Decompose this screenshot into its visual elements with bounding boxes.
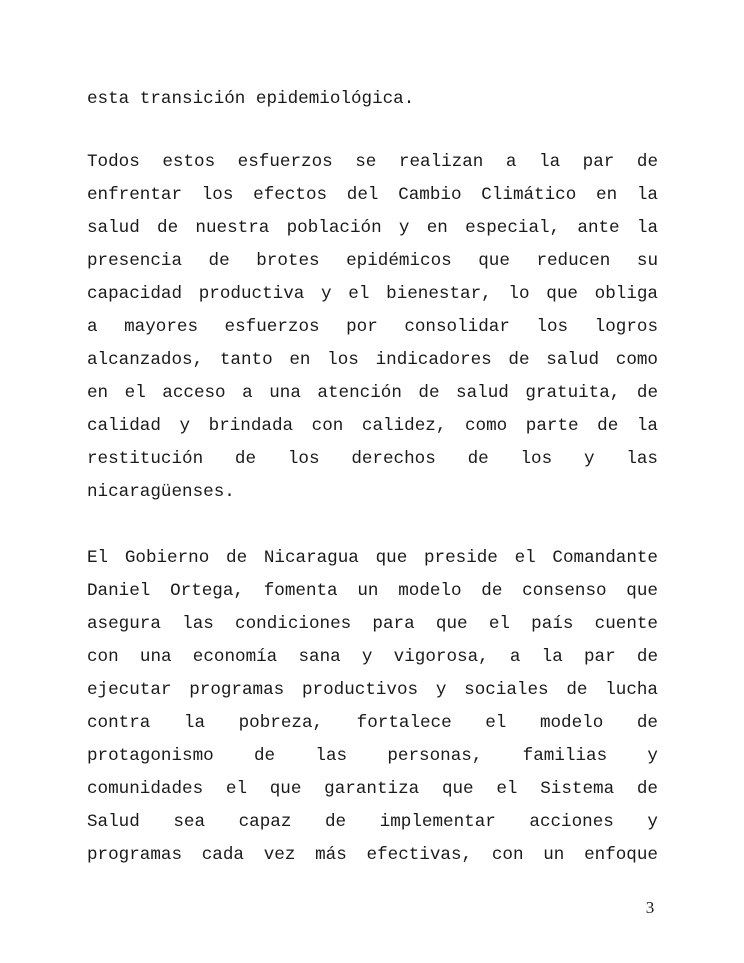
text-line: ejecutar programas productivos y sociales de lucha <box>87 680 658 700</box>
text-line: con una economía sana y vigorosa, a la par de <box>87 647 658 667</box>
text-line: asegura las condiciones para que el país cuente <box>87 614 658 634</box>
text-line: comunidades el que garantiza que el Sistema de <box>87 779 658 799</box>
text-line: restitución de los derechos de los y las <box>87 449 658 469</box>
text-line: Todos estos esfuerzos se realizan a la par de <box>87 152 658 172</box>
text-line: a mayores esfuerzos por consolidar los logros <box>87 317 658 337</box>
text-line: esta transición epidemiológica. <box>87 89 415 109</box>
text-line: calidad y brindada con calidez, como parte de la <box>87 416 658 436</box>
text-line: alcanzados, tanto en los indicadores de salud como <box>87 350 658 370</box>
text-line: Daniel Ortega, fomenta un modelo de consenso que <box>87 581 658 601</box>
text-line: programas cada vez más efectivas, con un enfoque <box>87 845 658 865</box>
text-line: capacidad productiva y el bienestar, lo que obliga <box>87 284 658 304</box>
paragraph-1 <box>87 83 658 116</box>
text-line: salud de nuestra población y en especial, ante la <box>87 218 658 238</box>
text-line: enfrentar los efectos del Cambio Climático en la <box>87 185 658 205</box>
paragraph-2 <box>87 146 658 509</box>
text-line: protagonismo de las personas, familias y <box>87 746 658 766</box>
page-number: 3 <box>645 898 655 917</box>
text-line: en el acceso a una atención de salud gratuita, de <box>87 383 658 403</box>
text-line: nicaragüenses. <box>87 482 235 502</box>
paragraph-3 <box>87 542 658 872</box>
text-line: El Gobierno de Nicaragua que preside el Comandante <box>87 548 658 568</box>
text-line: contra la pobreza, fortalece el modelo de <box>87 713 658 733</box>
text-line: Salud sea capaz de implementar acciones y <box>87 812 658 832</box>
text-line: presencia de brotes epidémicos que reducen su <box>87 251 658 271</box>
